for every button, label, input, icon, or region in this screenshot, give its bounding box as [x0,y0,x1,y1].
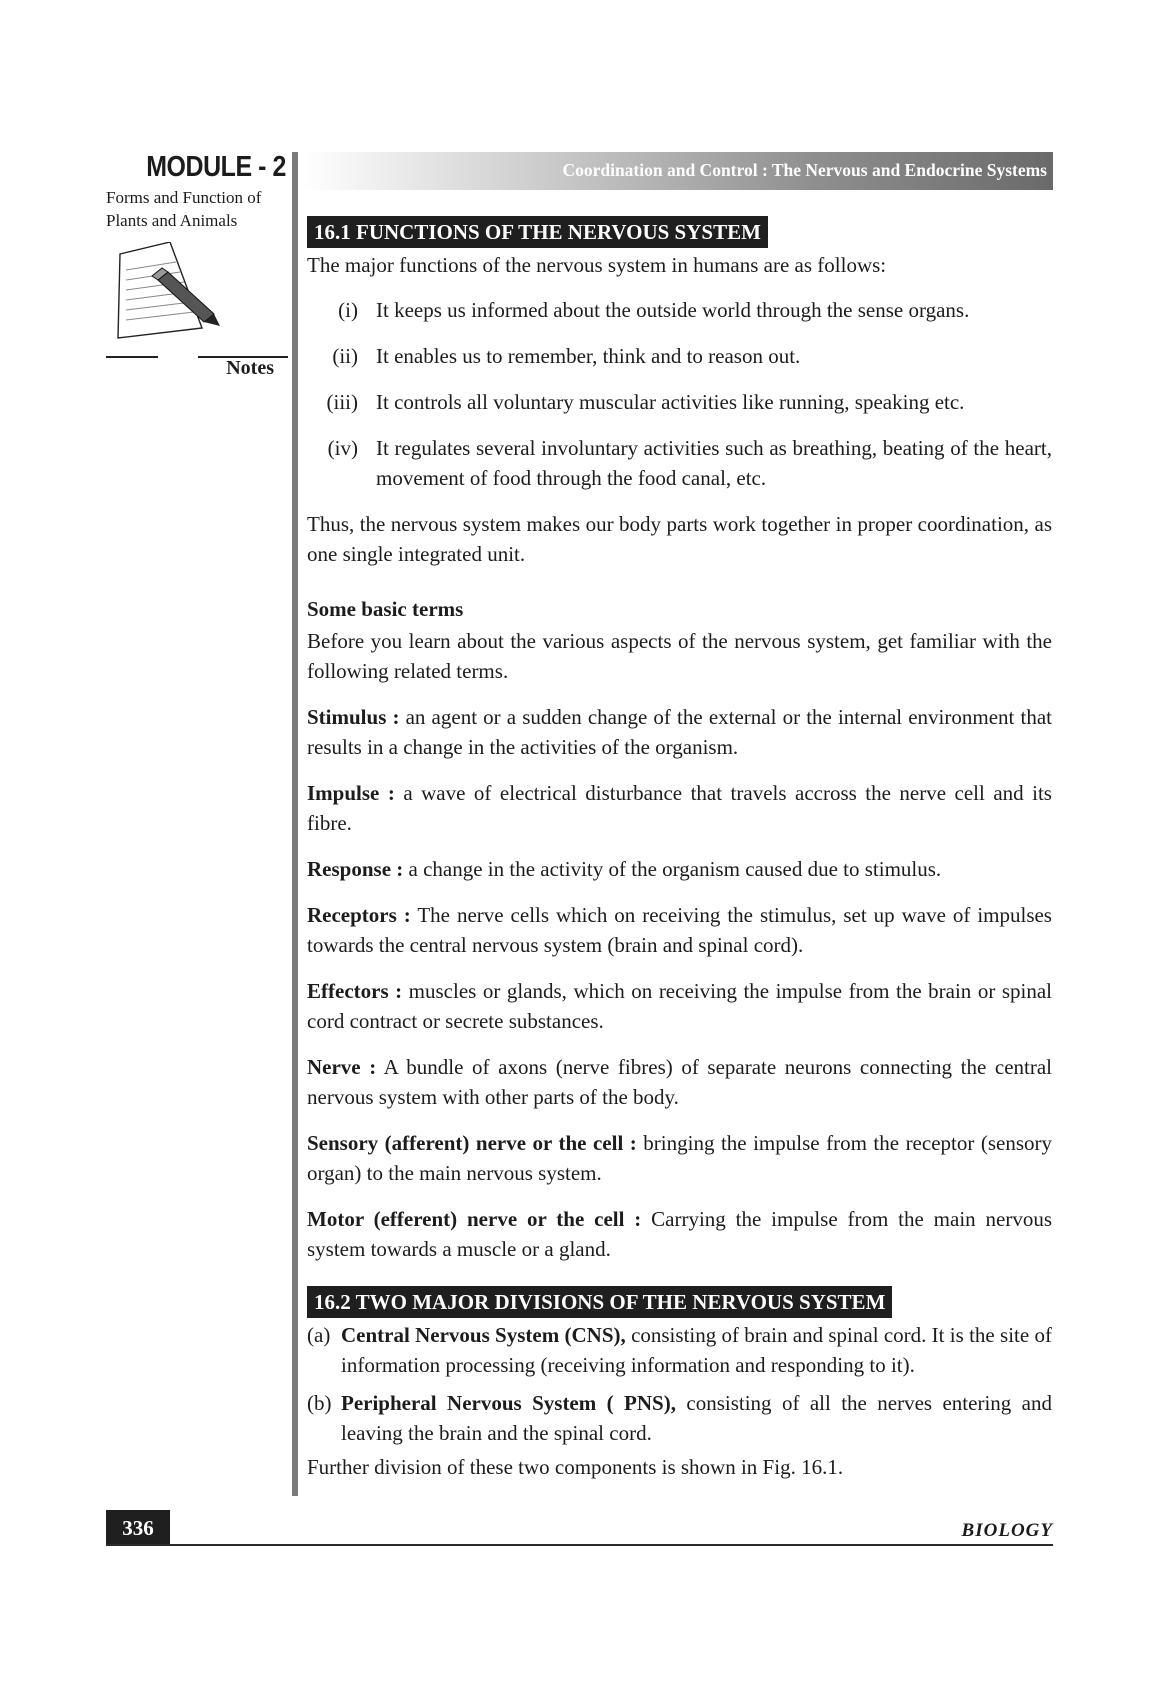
closing-paragraph: Further division of these two components is shown in Fig. 16.1. [307,1455,844,1479]
footer-rule [106,1544,1053,1546]
margin-rule [292,152,298,1496]
chapter-header [302,152,1053,190]
term-impulse [307,778,1052,838]
term-definition: an agent or a sudden change of the external or the internal environment that results in a change in the activities of the organism. [307,705,1052,759]
term-label: Sensory (afferent) nerve or the cell : [307,1131,637,1155]
module-title: MODULE - 2 [146,151,286,183]
term-definition: a change in the activity of the organism caused due to stimulus. [408,857,942,881]
list-item [307,387,1052,417]
notes-pencil-icon [106,242,286,342]
division-description: consisting of brain and spinal cord. It is the site of information processing (receiving information and responding to it). [341,1323,1052,1377]
list-item-text: It enables us to remember, think and to reason out. [376,344,801,368]
term-label: Motor (efferent) nerve or the cell : [307,1207,642,1231]
notes-rule-left [106,356,158,358]
term-definition: muscles or glands, which on receiving the impulse from the brain or spinal cord contract or secrete substances. [307,979,1053,1033]
division-item-cns [307,1320,1052,1380]
notes-label: Notes [226,357,274,379]
sidebar [106,150,286,379]
section-heading-16-1: 16.1 FUNCTIONS OF THE NERVOUS SYSTEM [307,216,768,248]
term-definition: a wave of electrical disturbance that travels accross the nerve cell and its fibre. [307,781,1052,835]
list-item-text: It keeps us informed about the outside world through the sense organs. [376,298,970,322]
page-number: 336 [106,1510,170,1546]
term-label: Effectors : [307,979,403,1003]
section-intro: The major functions of the nervous system in humans are as follows: [307,253,887,277]
term-definition: Carrying the impulse from the main nervous system towards a muscle or a gland. [307,1207,1053,1261]
module-subtitle-line1: Forms and Function of [106,188,262,207]
division-name: Central Nervous System (CNS), [341,1323,626,1347]
term-motor-nerve [307,1204,1052,1264]
term-definition: The nerve cells which on receiving the stimulus, set up wave of impulses towards the central nervous system (brain and spinal cord). [307,903,1052,957]
module-subtitle [106,186,284,232]
chapter-title: Coordination and Control : The Nervous and Endocrine Systems [562,160,1047,180]
division-item-pns [307,1388,1052,1448]
module-subtitle-line2: Plants and Animals [106,211,238,230]
term-label: Stimulus : [307,705,400,729]
division-text [341,1388,1052,1448]
division-label: (b) [307,1391,332,1415]
list-item-number: (iv) [327,436,358,460]
list-item-number: (iii) [326,390,358,414]
terms-intro: Before you learn about the various aspects of the nervous system, get familiar with the following related terms. [307,629,1052,683]
division-description: consisting of all the nerves entering and leaving the brain and the spinal cord. [341,1391,1053,1445]
term-response [307,854,1052,884]
term-label: Impulse : [307,781,395,805]
term-label: Response : [307,857,404,881]
list-item [307,433,1052,493]
term-label: Receptors : [307,903,411,927]
list-item-text: It controls all voluntary muscular activities like running, speaking etc. [376,390,965,414]
list-item-number: (ii) [332,344,358,368]
section-heading-16-2: 16.2 TWO MAJOR DIVISIONS OF THE NERVOUS SYSTEM [307,1286,892,1318]
functions-list [307,295,1052,493]
term-definition: A bundle of axons (nerve fibres) of separate neurons connecting the central nervous system with other parts of the body. [307,1055,1053,1109]
term-nerve [307,1052,1052,1112]
list-item [307,295,1052,325]
term-stimulus [307,702,1052,762]
term-receptors [307,900,1052,960]
term-effectors [307,976,1052,1036]
division-name: Peripheral Nervous System ( PNS), [341,1391,676,1415]
division-text [341,1320,1052,1380]
term-label: Nerve : [307,1055,377,1079]
list-item-number: (i) [338,298,358,322]
list-item-text: It regulates several involuntary activities such as breathing, beating of the heart, movement of food through the food canal, etc. [376,436,1052,490]
division-label: (a) [307,1323,331,1347]
main-content [307,216,1052,1482]
list-item [307,341,1052,371]
terms-heading: Some basic terms [307,597,464,621]
summary-paragraph: Thus, the nervous system makes our body parts work together in proper coordination, as one single integrated unit. [307,512,1052,566]
footer-subject: BIOLOGY [961,1520,1053,1541]
term-definition: bringing the impulse from the receptor (sensory organ) to the main nervous system. [307,1131,1052,1185]
term-sensory-nerve [307,1128,1052,1188]
